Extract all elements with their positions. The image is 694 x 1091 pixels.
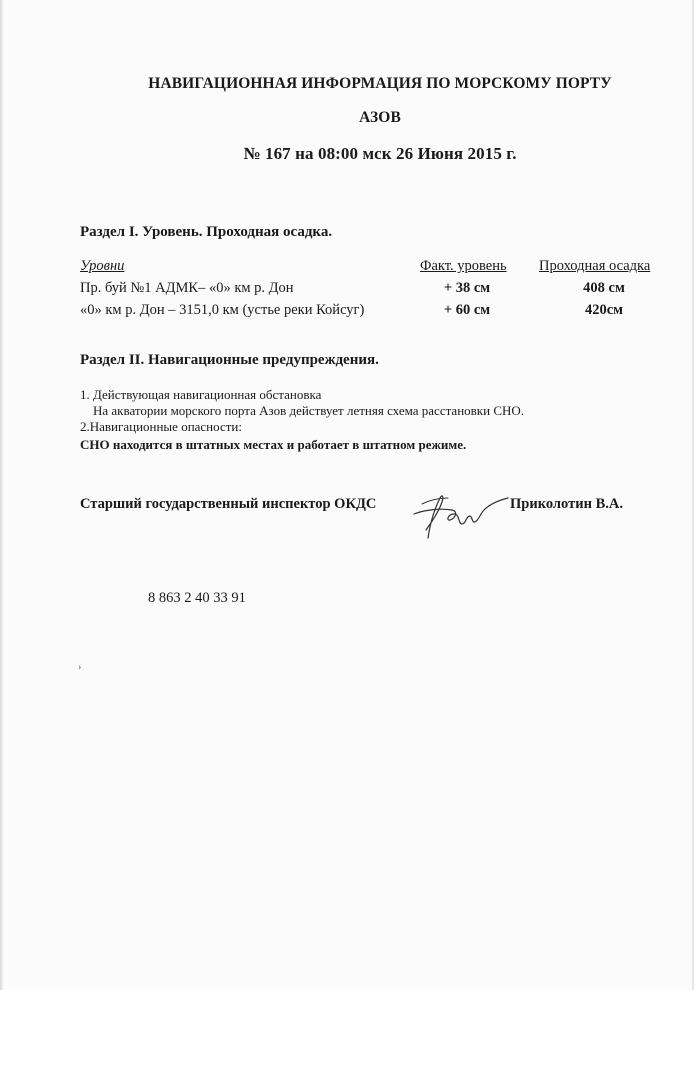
table-row-1-name: Пр. буй №1 АДМК– «0» км р. Дон bbox=[80, 280, 294, 296]
table-row-2-actual-level: + 60 см bbox=[443, 302, 491, 318]
document-number-date: № 167 на 08:00 мск 26 Июня 2015 г. bbox=[243, 144, 517, 163]
warning-item-2-body: СНО находится в штатных местах и работает в штатном режиме. bbox=[80, 437, 467, 452]
warning-item-1-title: 1. Действующая навигационная обстановка bbox=[80, 387, 322, 402]
signer-name: Приколотин В.А. bbox=[510, 496, 623, 512]
document-title-port: АЗОВ bbox=[359, 109, 401, 126]
table-row-1-draft: 408 см bbox=[583, 280, 625, 296]
table-row-2-draft: 420см bbox=[584, 302, 624, 318]
signer-position: Старший государственный инспектор ОКДС bbox=[80, 496, 377, 512]
section-2-heading: Раздел II. Навигационные предупреждения. bbox=[80, 352, 379, 368]
contact-phone: 8 863 2 40 33 91 bbox=[148, 590, 246, 606]
handwritten-signature-icon bbox=[400, 480, 510, 542]
stray-mark: › bbox=[78, 662, 82, 673]
warning-item-2-title: 2.Навигационные опасности: bbox=[80, 419, 242, 434]
column-header-levels: Уровни bbox=[80, 258, 125, 274]
table-row-2-name: «0» км р. Дон – 3151,0 км (устье реки Койсуг) bbox=[80, 302, 365, 318]
table-row-1-actual-level: + 38 см bbox=[443, 280, 491, 296]
warning-item-1-body: На акватории морского порта Азов действует летняя схема расстановки СНО. bbox=[93, 403, 525, 418]
column-header-draft: Проходная осадка bbox=[539, 258, 651, 274]
document-title-line-1: НАВИГАЦИОННАЯ ИНФОРМАЦИЯ ПО МОРСКОМУ ПОРТУ bbox=[148, 75, 612, 92]
section-1-heading: Раздел I. Уровень. Проходная осадка. bbox=[80, 224, 333, 240]
column-header-actual-level: Факт. уровень bbox=[420, 258, 507, 274]
